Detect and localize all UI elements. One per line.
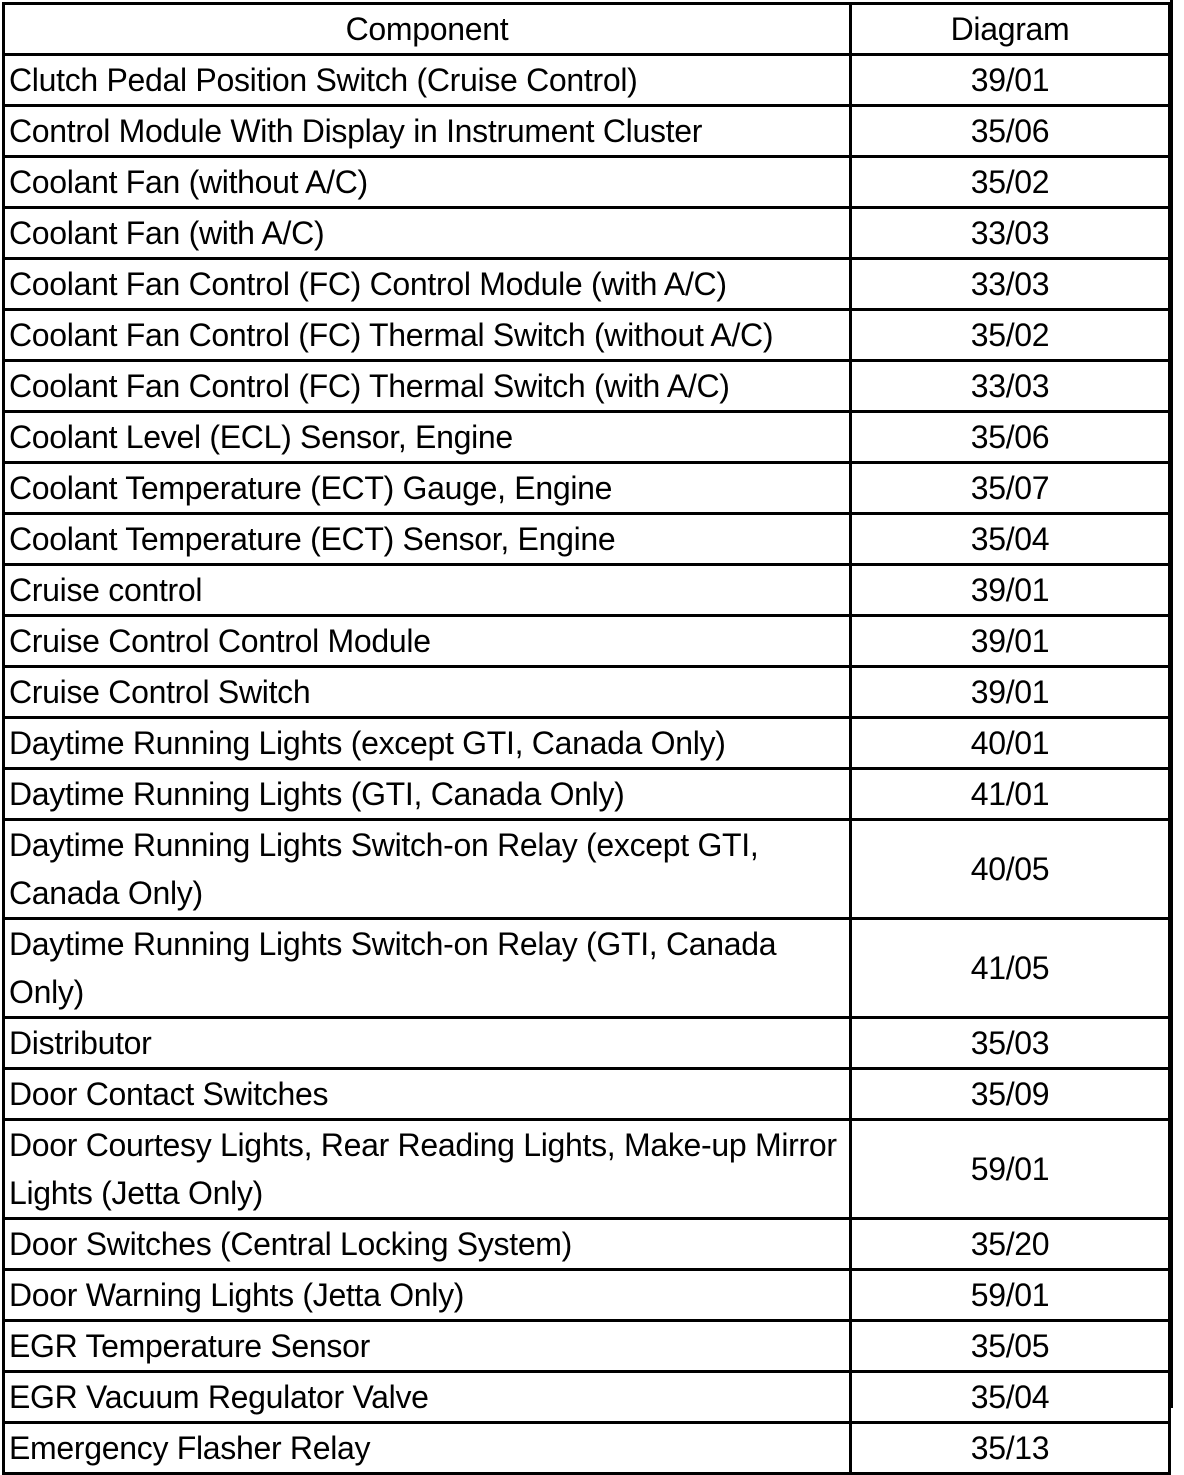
diagram-cell: 35/07	[851, 463, 1170, 514]
component-cell: Cruise Control Control Module	[4, 616, 851, 667]
table-row	[4, 1018, 1170, 1069]
component-cell: Cruise control	[4, 565, 851, 616]
diagram-cell: 33/03	[851, 208, 1170, 259]
table-row	[4, 1423, 1170, 1474]
diagram-cell: 35/06	[851, 106, 1170, 157]
diagram-cell: 35/04	[851, 514, 1170, 565]
diagram-cell: 41/01	[851, 769, 1170, 820]
table-row	[4, 463, 1170, 514]
table-row	[4, 616, 1170, 667]
component-cell: EGR Temperature Sensor	[4, 1321, 851, 1372]
component-cell: Emergency Flasher Relay	[4, 1423, 851, 1474]
table-row	[4, 1270, 1170, 1321]
component-cell: Coolant Temperature (ECT) Sensor, Engine	[4, 514, 851, 565]
table-row	[4, 106, 1170, 157]
table-row	[4, 1372, 1170, 1423]
diagram-cell: 35/06	[851, 412, 1170, 463]
component-diagram-table	[2, 2, 1171, 1475]
component-cell: Daytime Running Lights (GTI, Canada Only)	[4, 769, 851, 820]
table-row	[4, 565, 1170, 616]
component-cell: Distributor	[4, 1018, 851, 1069]
right-border-line	[1170, 0, 1173, 1408]
table-row	[4, 55, 1170, 106]
table-body	[4, 55, 1170, 1474]
diagram-cell: 35/13	[851, 1423, 1170, 1474]
diagram-cell: 35/09	[851, 1069, 1170, 1120]
table-row	[4, 1219, 1170, 1270]
component-cell: Daytime Running Lights (except GTI, Canada Only)	[4, 718, 851, 769]
table-row	[4, 157, 1170, 208]
diagram-cell: 33/03	[851, 361, 1170, 412]
diagram-cell: 39/01	[851, 55, 1170, 106]
diagram-cell: 35/04	[851, 1372, 1170, 1423]
table-row	[4, 208, 1170, 259]
diagram-cell: 35/03	[851, 1018, 1170, 1069]
component-cell: Coolant Fan Control (FC) Control Module (with A/C)	[4, 259, 851, 310]
diagram-cell: 59/01	[851, 1270, 1170, 1321]
header-component: Component	[4, 4, 851, 55]
table-row	[4, 1069, 1170, 1120]
header-diagram: Diagram	[851, 4, 1170, 55]
component-cell: Daytime Running Lights Switch-on Relay (GTI, Canada Only)	[4, 919, 851, 1018]
diagram-cell: 41/05	[851, 919, 1170, 1018]
diagram-cell: 35/02	[851, 157, 1170, 208]
diagram-cell: 35/05	[851, 1321, 1170, 1372]
component-cell: Cruise Control Switch	[4, 667, 851, 718]
component-cell: Daytime Running Lights Switch-on Relay (except GTI, Canada Only)	[4, 820, 851, 919]
component-cell: Door Contact Switches	[4, 1069, 851, 1120]
diagram-cell: 33/03	[851, 259, 1170, 310]
diagram-cell: 40/05	[851, 820, 1170, 919]
diagram-cell: 40/01	[851, 718, 1170, 769]
component-cell: Coolant Temperature (ECT) Gauge, Engine	[4, 463, 851, 514]
diagram-cell: 39/01	[851, 616, 1170, 667]
table-row	[4, 667, 1170, 718]
component-diagram-sheet	[2, 2, 1168, 1475]
component-cell: Coolant Fan (with A/C)	[4, 208, 851, 259]
diagram-cell: 35/20	[851, 1219, 1170, 1270]
component-cell: Door Switches (Central Locking System)	[4, 1219, 851, 1270]
component-cell: Door Courtesy Lights, Rear Reading Lights, Make-up Mirror Lights (Jetta Only)	[4, 1120, 851, 1219]
diagram-cell: 59/01	[851, 1120, 1170, 1219]
table-header-row	[4, 4, 1170, 55]
table-row	[4, 1321, 1170, 1372]
table-row	[4, 919, 1170, 1018]
table-row	[4, 769, 1170, 820]
table-row	[4, 361, 1170, 412]
component-cell: Coolant Fan Control (FC) Thermal Switch (with A/C)	[4, 361, 851, 412]
component-cell: EGR Vacuum Regulator Valve	[4, 1372, 851, 1423]
table-row	[4, 514, 1170, 565]
table-row	[4, 820, 1170, 919]
table-row	[4, 259, 1170, 310]
component-cell: Coolant Fan Control (FC) Thermal Switch (without A/C)	[4, 310, 851, 361]
component-cell: Coolant Fan (without A/C)	[4, 157, 851, 208]
table-row	[4, 1120, 1170, 1219]
table-row	[4, 718, 1170, 769]
component-cell: Control Module With Display in Instrument Cluster	[4, 106, 851, 157]
component-cell: Door Warning Lights (Jetta Only)	[4, 1270, 851, 1321]
diagram-cell: 39/01	[851, 667, 1170, 718]
component-cell: Clutch Pedal Position Switch (Cruise Control)	[4, 55, 851, 106]
table-row	[4, 412, 1170, 463]
table-row	[4, 310, 1170, 361]
component-cell: Coolant Level (ECL) Sensor, Engine	[4, 412, 851, 463]
diagram-cell: 35/02	[851, 310, 1170, 361]
diagram-cell: 39/01	[851, 565, 1170, 616]
